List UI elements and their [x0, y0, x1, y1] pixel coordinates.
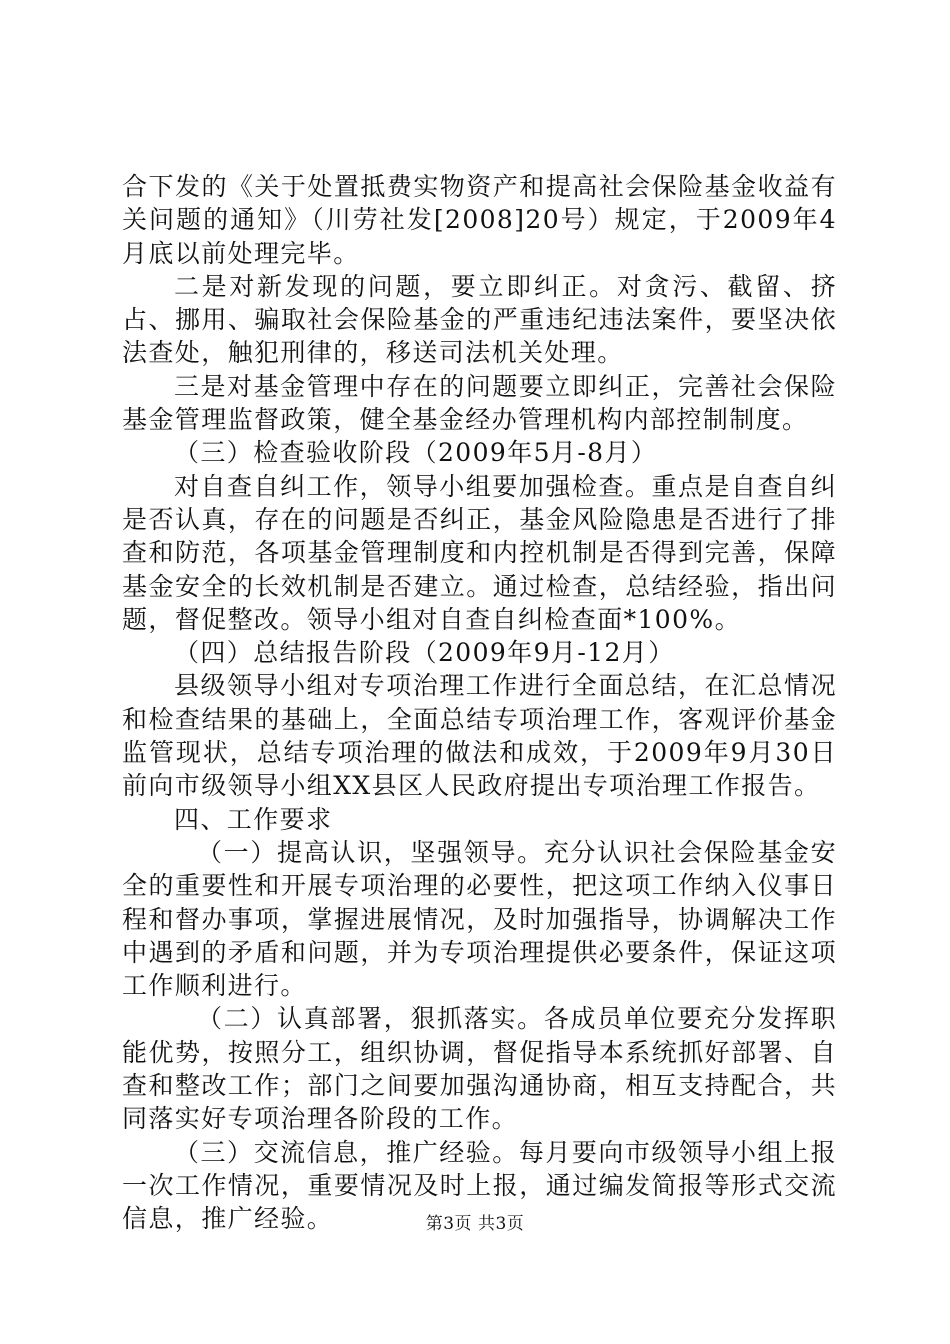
section-heading-summary: （四）总结报告阶段（2009年9月-12月）	[174, 638, 675, 668]
paragraph-notice-continuation: 合下发的《关于处置抵费实物资产和提高社会保险基金收益有关问题的通知》（川劳社发[2008]20号）规定，于2009年4月底以前处理完毕。	[122, 172, 837, 268]
paragraph-requirement-three: （三）交流信息，推广经验。每月要向市级领导小组上报一次工作情况，重要情况及时上报，通过编发简报等形式交流信息，推广经验。	[122, 1137, 837, 1234]
paragraph-inspection: 对自查自纠工作，领导小组要加强检查。重点是自查自纠是否认真，存在的问题是否纠正，基金风险隐患是否进行了排查和防范，各项基金管理制度和内控机制是否得到完善，保障基金安全的长效机制是否建立。通过检查，总结经验，指出问题，督促整改。领导小组对自查自纠检查面*100%。	[122, 471, 837, 634]
paragraph-item-two: 二是对新发现的问题，要立即纠正。对贪污、截留、挤占、挪用、骗取社会保险基金的严重违纪违法案件，要坚决依法查处，触犯刑律的，移送司法机关处理。	[122, 271, 837, 368]
paragraph-summary: 县级领导小组对专项治理工作进行全面总结，在汇总情况和检查结果的基础上，全面总结专项治理工作，客观评价基金监管现状，总结专项治理的做法和成效，于2009年9月30日前向市级领导小组XX县区人民政府提出专项治理工作报告。	[122, 671, 837, 801]
paragraph-requirement-two: （二）认真部署，狠抓落实。各成员单位要充分发挥职能优势，按照分工，组织协调，督促指导本系统抓好部署、自查和整改工作；部门之间要加强沟通协商，相互支持配合，共同落实好专项治理各阶段的工作。	[122, 1004, 837, 1134]
section-heading-requirements: 四、工作要求	[174, 804, 333, 834]
document-body	[122, 170, 837, 1236]
page-number-footer: 第3页 共3页	[425, 1214, 525, 1234]
section-heading-inspection: （三）检查验收阶段（2009年5月-8月）	[174, 438, 658, 468]
paragraph-item-three: 三是对基金管理中存在的问题要立即纠正，完善社会保险基金管理监督政策，健全基金经办管理机构内部控制制度。	[122, 371, 837, 435]
paragraph-requirement-one: （一）提高认识，坚强领导。充分认识社会保险基金安全的重要性和开展专项治理的必要性，把这项工作纳入仪事日程和督办事项，掌握进展情况，及时加强指导，协调解决工作中遇到的矛盾和问题，并为专项治理提供必要条件，保证这项工作顺利进行。	[122, 837, 837, 1001]
